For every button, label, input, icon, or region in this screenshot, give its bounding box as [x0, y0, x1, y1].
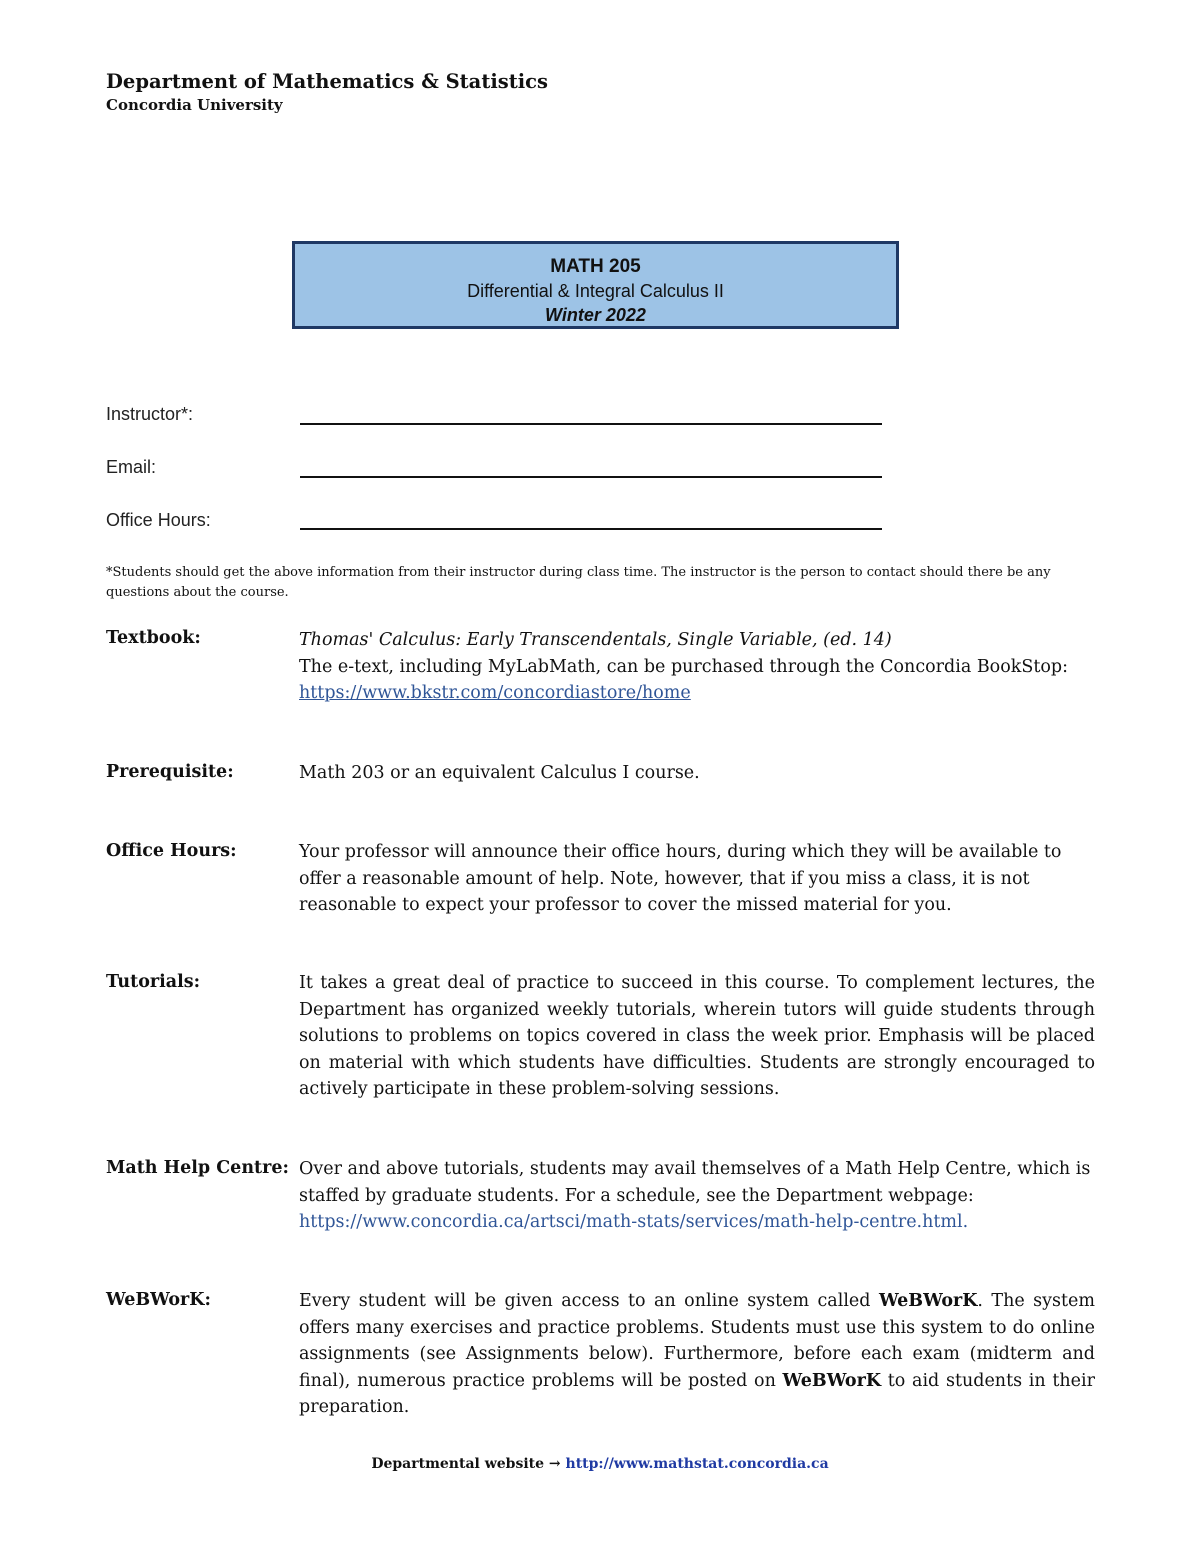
help-centre-link[interactable]: https://www.concordia.ca/artsci/math-stats/services/math-help-centre.html.	[299, 1212, 969, 1232]
textbook-body	[299, 627, 1095, 707]
webwork-label: WeBWorK:	[106, 1290, 211, 1310]
office-hours-field-label: Office Hours:	[106, 510, 211, 530]
office-hours-label: Office Hours:	[106, 841, 237, 861]
instructor-label: Instructor*:	[106, 404, 194, 424]
help-centre-body	[299, 1156, 1095, 1236]
course-code: MATH 205	[550, 256, 641, 277]
email-label: Email:	[106, 457, 157, 477]
office-hours-line	[300, 528, 882, 530]
tutorials-label: Tutorials:	[106, 972, 201, 992]
course-term: Winter 2022	[545, 305, 646, 325]
department-website-link[interactable]: http://www.mathstat.concordia.ca	[565, 1456, 829, 1472]
instructor-line	[300, 423, 882, 425]
tutorials-text: It takes a great deal of practice to succeed in this course. To complement lectures, the Department has organized weekly tutorials, wherein tutors will guide students through solutions to problems on topics covered in class the week prior. Emphasis will be placed on material with which students have difficulties. Students are strongly encouraged to actively participate in these problem-solving sessions.	[299, 973, 1095, 1099]
webwork-text	[299, 1288, 1095, 1421]
textbook-text: The e-text, including MyLabMath, can be purchased through the Concordia BookStop:	[299, 656, 1069, 677]
office-hours-text: Your professor will announce their office hours, during which they will be available to offer a reasonable amount of help. Note, however, that if you miss a class, it is not reasonable to expect your professor to cover the missed material for you.	[299, 842, 1062, 915]
footer-label: Departmental website	[371, 1456, 545, 1472]
webwork-text-3: to aid students in their preparation.	[299, 1370, 1095, 1417]
bookstore-link[interactable]: https://www.bkstr.com/concordiastore/home	[299, 683, 691, 703]
course-title-box	[292, 241, 899, 329]
webwork-text-1: Every student will be given access to an online system called	[299, 1291, 879, 1311]
textbook-title: Thomas' Calculus: Early Transcendentals, Single Variable, (ed. 14)	[299, 630, 892, 650]
department-heading: Department of Mathematics & Statistics	[106, 70, 548, 93]
footer	[0, 1456, 1200, 1472]
course-name: Differential & Integral Calculus II	[467, 281, 724, 301]
university-heading: Concordia University	[106, 96, 283, 114]
textbook-label: Textbook:	[106, 628, 201, 648]
instructor-note: *Students should get the above information from their instructor during class time. The instructor is the person to contact should there be any questions about the course.	[106, 565, 1051, 600]
webwork-name-2: WeBWorK	[782, 1370, 882, 1391]
help-centre-label: Math Help Centre:	[106, 1158, 289, 1178]
webwork-text-2: . The system offers many exercises and practice problems. Students must use this system to do online assignments (see Assignments below). Furthermore, before each exam (midterm and final), numerous practice problems will be posted on	[299, 1291, 1095, 1391]
webwork-name-1: WeBWorK	[878, 1291, 978, 1311]
help-centre-text: Over and above tutorials, students may avail themselves of a Math Help Centre, which is staffed by graduate students. For a schedule, see the Department webpage:	[299, 1159, 1091, 1206]
email-line	[300, 476, 882, 478]
prerequisite-text: Math 203 or an equivalent Calculus I course.	[299, 763, 700, 783]
arrow-icon: →	[548, 1456, 561, 1472]
prerequisite-label: Prerequisite:	[106, 762, 234, 782]
